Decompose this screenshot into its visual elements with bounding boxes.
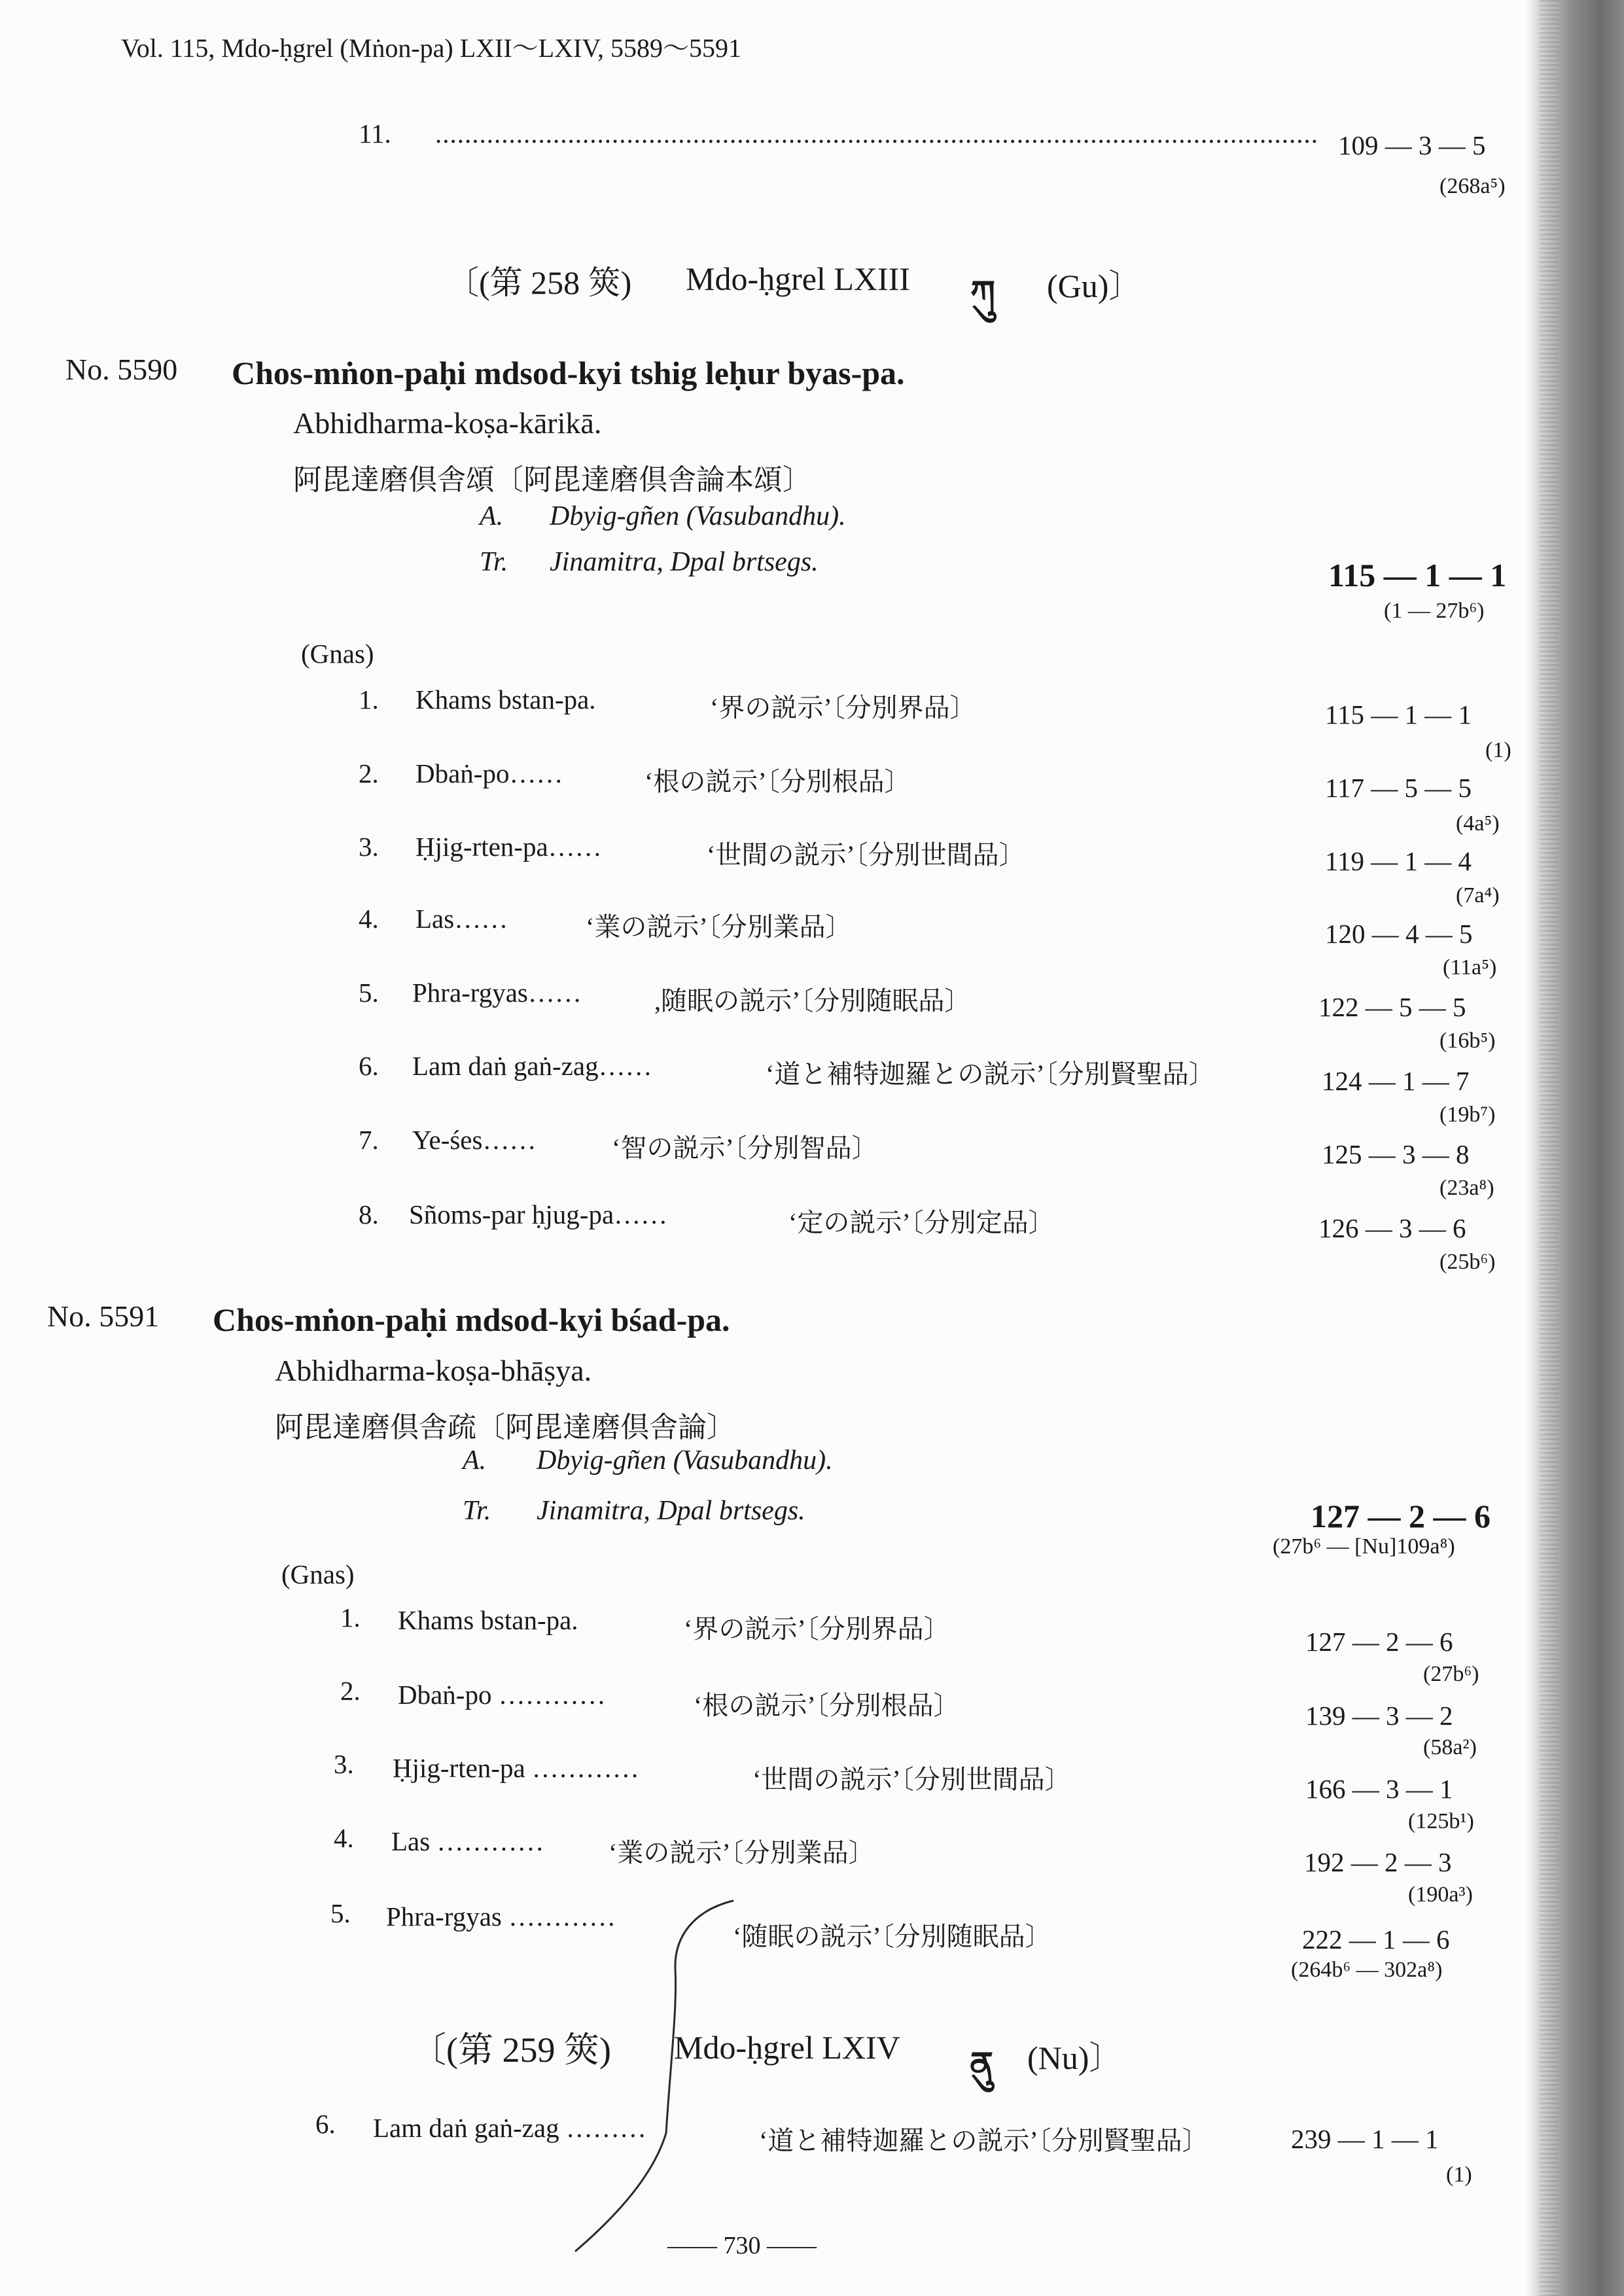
chapter-japanese: ‘道と補特迦羅との説示’〔分別賢聖品〕 — [759, 2126, 1209, 2155]
chapter-number: 4. — [359, 904, 379, 934]
chapter-tibetan: Phra-rgyas…… — [412, 978, 582, 1008]
location-ref-main: 127 — 2 — 6 — [1311, 1498, 1491, 1534]
gnas-label: (Gnas) — [281, 1559, 355, 1589]
entry-title: Chos-mṅon-paḥi mdsod-kyi bśad-pa. — [213, 1301, 730, 1338]
chapter-japanese: ‘界の説示’〔分別界品〕 — [684, 1614, 950, 1644]
chapter-number: 8. — [359, 1199, 379, 1229]
chapter-japanese: ‘業の説示’〔分別業品〕 — [609, 1838, 875, 1867]
section-volume-open: 〔(第 258 筴) — [446, 264, 632, 301]
translator-name: Jinamitra, Dpal brtsegs. — [537, 1496, 805, 1526]
folio-ref: (268a⁵) — [1439, 174, 1506, 198]
chapter-number: 6. — [315, 2109, 336, 2139]
chapter-japanese: ‘智の説示’〔分別智品〕 — [612, 1133, 878, 1163]
chapter-folio: (1) — [1446, 2163, 1472, 2187]
chapter-ref: 122 — 5 — 5 — [1318, 992, 1466, 1022]
chapter-japanese: ,随眠の説示’〔分別随眠品〕 — [654, 986, 971, 1016]
chapter-ref: 239 — 1 — 1 — [1291, 2124, 1439, 2154]
chapter-folio: (4a⁵) — [1456, 811, 1500, 836]
chapter-japanese: ‘根の説示’〔分別根品〕 — [694, 1691, 960, 1720]
chapter-tibetan: Phra-rgyas ………… — [386, 1901, 616, 1932]
chapter-ref: 125 — 3 — 8 — [1322, 1139, 1470, 1169]
location-ref: 109 — 3 — 5 — [1338, 130, 1486, 160]
author-label: A. — [480, 501, 504, 531]
chapter-japanese: ‘世間の説示’〔分別世間品〕 — [707, 840, 1025, 870]
chapter-ref: 115 — 1 — 1 — [1325, 699, 1472, 730]
chapter-ref: 192 — 2 — 3 — [1304, 1847, 1452, 1877]
chapter-ref: 126 — 3 — 6 — [1318, 1213, 1466, 1243]
leader-dots: ........................................................................................................................ — [435, 118, 1318, 149]
translator-name: Jinamitra, Dpal brtsegs. — [550, 547, 819, 577]
chapter-folio: (1) — [1485, 738, 1511, 762]
sanskrit-title: Abhidharma-koṣa-bhāṣya. — [275, 1354, 592, 1387]
chapter-folio: (264b⁶ — 302a⁸) — [1291, 1958, 1443, 1982]
translator-label: Tr. — [480, 547, 508, 577]
chapter-number: 3. — [359, 832, 379, 862]
translator-label: Tr. — [463, 1496, 491, 1526]
chapter-number: 5. — [330, 1898, 351, 1928]
author-name: Dbyig-gñen (Vasubandhu). — [537, 1445, 833, 1475]
chapter-japanese: ‘世間の説示’〔分別世間品〕 — [752, 1765, 1071, 1794]
location-ref-main: 115 — 1 — 1 — [1328, 557, 1507, 593]
chapter-folio: (58a²) — [1423, 1735, 1477, 1759]
chapter-tibetan: Las ………… — [391, 1826, 544, 1856]
chapter-japanese: ‘根の説示’〔分別根品〕 — [644, 767, 911, 796]
entry-number: No. 5590 — [65, 353, 178, 386]
section-volume-close: (Nu)〕 — [1027, 2040, 1122, 2076]
author-label: A. — [463, 1445, 487, 1475]
chapter-number: 3. — [334, 1749, 354, 1779]
chapter-ref: 124 — 1 — 7 — [1322, 1066, 1470, 1096]
chapter-number: 4. — [334, 1823, 354, 1853]
chapter-number: 1. — [340, 1602, 361, 1633]
chapter-japanese: ‘道と補特迦羅との説示’〔分別賢聖品〕 — [766, 1059, 1215, 1089]
chapter-tibetan: Dbaṅ-po…… — [415, 758, 563, 788]
chapter-tibetan: Sñoms-par ḥjug-pa…… — [409, 1199, 668, 1229]
section-volume-close: (Gu)〕 — [1047, 268, 1142, 304]
folio-range: (27b⁶ — [Nu]109a⁸) — [1273, 1534, 1455, 1559]
chapter-tibetan: Ḥjig-rten-pa…… — [415, 832, 602, 862]
chapter-ref: 117 — 5 — 5 — [1325, 773, 1472, 803]
section-volume-open: 〔(第 259 筴) — [411, 2030, 611, 2070]
chapter-ref: 166 — 3 — 1 — [1305, 1774, 1453, 1804]
sanskrit-title: Abhidharma-koṣa-kārikā. — [293, 406, 602, 440]
japanese-title: 阿毘達磨倶舎疏〔阿毘達磨倶舎論〕 — [275, 1411, 735, 1443]
entry-number: No. 5591 — [47, 1299, 160, 1333]
chapter-tibetan: Las…… — [415, 904, 508, 934]
chapter-ref: 119 — 1 — 4 — [1325, 846, 1472, 876]
chapter-tibetan: Khams bstan-pa. — [398, 1605, 578, 1635]
chapter-japanese: ‘随眠の説示’〔分別随眠品〕 — [733, 1922, 1051, 1951]
chapter-tibetan: Ye-śes…… — [412, 1125, 537, 1155]
chapter-folio: (23a⁸) — [1439, 1176, 1494, 1200]
chapter-folio: (7a⁴) — [1456, 883, 1500, 908]
chapter-tibetan: Lam daṅ gaṅ-zag…… — [412, 1051, 652, 1081]
page-number: —— 730 —— — [667, 2232, 817, 2259]
chapter-tibetan: Dbaṅ-po ………… — [398, 1680, 606, 1710]
item-number: 11. — [359, 118, 391, 149]
running-header: Vol. 115, Mdo-ḥgrel (Mṅon-pa) LXII～LXIV, 5589～5591 — [121, 33, 742, 63]
author-name: Dbyig-gñen (Vasubandhu). — [550, 501, 846, 531]
chapter-folio: (19b⁷) — [1439, 1103, 1496, 1127]
tibetan-letter: ཀུ — [970, 274, 996, 313]
chapter-folio: (11a⁵) — [1443, 955, 1497, 980]
section-title: Mdo-ḥgrel LXIV — [674, 2029, 900, 2066]
chapter-folio: (125b¹) — [1408, 1809, 1474, 1833]
chapter-japanese: ‘業の説示’〔分別業品〕 — [586, 912, 852, 942]
entry-title: Chos-mṅon-paḥi mdsod-kyi tshig leḥur byas-pa. — [232, 355, 905, 391]
folio-range: (1 — 27b⁶) — [1384, 599, 1485, 623]
chapter-ref: 139 — 3 — 2 — [1305, 1701, 1453, 1731]
chapter-number: 2. — [359, 758, 379, 788]
chapter-folio: (25b⁶) — [1439, 1250, 1496, 1274]
chapter-ref: 222 — 1 — 6 — [1302, 1924, 1450, 1954]
chapter-number: 1. — [359, 684, 379, 715]
chapter-folio: (27b⁶) — [1423, 1662, 1479, 1686]
tibetan-letter: ནུ — [970, 2045, 994, 2085]
chapter-ref: 120 — 4 — 5 — [1325, 919, 1473, 949]
chapter-tibetan: Khams bstan-pa. — [415, 684, 596, 715]
japanese-title: 阿毘達磨倶舎頌〔阿毘達磨倶舎論本頌〕 — [293, 464, 811, 496]
chapter-japanese: ‘定の説示’〔分別定品〕 — [788, 1208, 1055, 1237]
chapter-number: 6. — [359, 1051, 379, 1081]
chapter-number: 7. — [359, 1125, 379, 1155]
chapter-folio: (190a³) — [1408, 1882, 1473, 1907]
chapter-number: 5. — [359, 978, 379, 1008]
chapter-japanese: ‘界の説示’〔分別界品〕 — [710, 693, 976, 722]
chapter-tibetan: Ḥjig-rten-pa ………… — [393, 1753, 639, 1783]
chapter-tibetan: Lam daṅ gaṅ-zag ……… — [373, 2113, 646, 2143]
chapter-number: 2. — [340, 1676, 361, 1706]
chapter-ref: 127 — 2 — 6 — [1305, 1627, 1453, 1657]
section-title: Mdo-ḥgrel LXIII — [686, 260, 910, 297]
gnas-label: (Gnas) — [301, 639, 374, 669]
chapter-folio: (16b⁵) — [1439, 1029, 1496, 1053]
